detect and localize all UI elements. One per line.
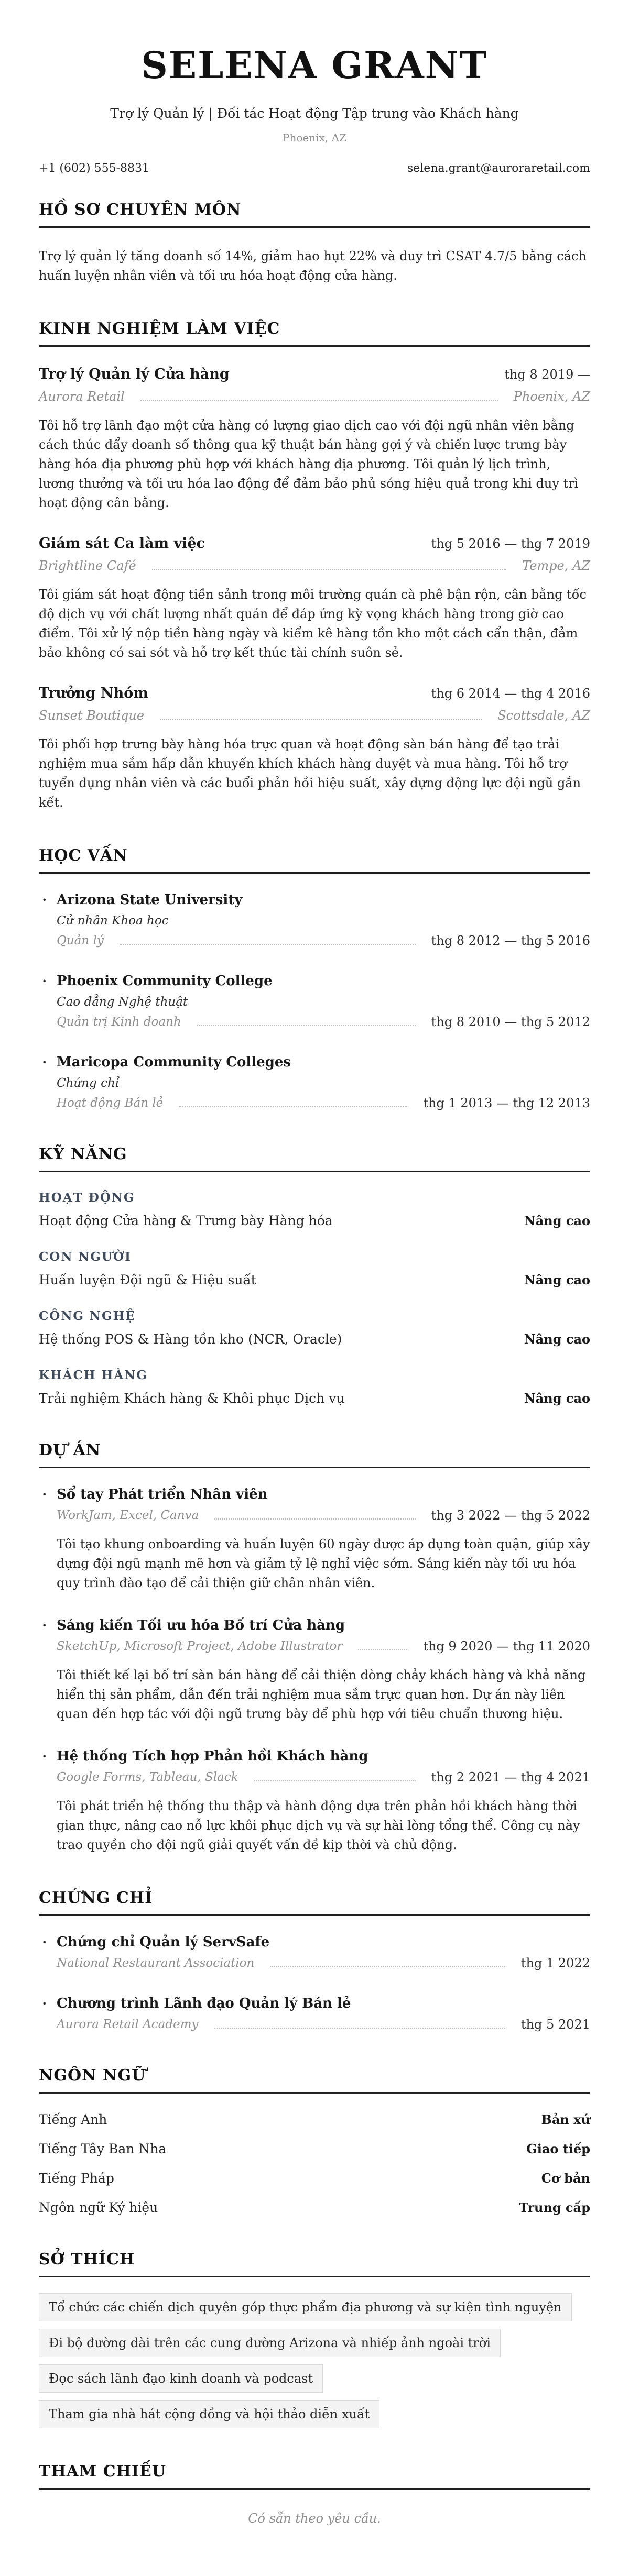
- language-name: Ngôn ngữ Ký hiệu: [39, 2200, 158, 2215]
- job-location: Tempe, AZ: [522, 558, 590, 573]
- education-item: [39, 973, 590, 1030]
- experience-entry: [39, 535, 590, 663]
- project-tech: WorkJam, Excel, Canva: [57, 1509, 199, 1522]
- project-description: Tôi thiết kế lại bố trí sàn bán hàng để cải thiện dòng chảy khách hàng và khả năng hiển thị sản phẩm, dẫn đến trải nghiệm mua sắm trực quan hơn. Dự án này liên quan đến hợp tác với đội ngũ trưng bày để phù hợp với tiêu chuẩn thương hiệu.: [57, 1668, 586, 1721]
- skill-level: Nâng cao: [524, 1272, 590, 1287]
- section-education: [39, 846, 590, 1111]
- interest-chip: Đi bộ đường dài trên các cung đường Arizona và nhiếp ảnh ngoài trời: [39, 2329, 501, 2357]
- skill-group: [39, 1190, 590, 1229]
- section-title-references: THAM CHIẾU: [39, 2462, 590, 2490]
- dotted-leader: [214, 2028, 505, 2029]
- field-of-study: Quản lý: [57, 934, 104, 948]
- education-dates: thg 1 2013 — thg 12 2013: [423, 1096, 590, 1110]
- project-item: [39, 1486, 590, 1593]
- job-description: Tôi phối hợp trưng bày hàng hóa trực quan và hoạt động sàn bán hàng để tạo trải nghiệm mua sắm hấp dẫn khuyến khích khách hàng duyệt và mua hàng. Tôi hỗ trợ tuyển dụng nhân viên và các buổi phản hồi hiệu suất, xây dựng động lực đội ngũ gắn kết.: [39, 737, 581, 810]
- bullet-icon: •: [42, 1999, 47, 2009]
- school-name: Arizona State University: [57, 892, 243, 908]
- skill-category: CON NGƯỜI: [39, 1250, 132, 1264]
- job-title: Trưởng Nhóm: [39, 685, 148, 701]
- bullet-icon: •: [42, 1621, 47, 1631]
- section-references: [39, 2462, 590, 2526]
- language-name: Tiếng Anh: [39, 2112, 107, 2127]
- interest-chip: Tham gia nhà hát cộng đồng và hội thảo diễn xuất: [39, 2400, 379, 2428]
- job-location: Scottsdale, AZ: [497, 708, 590, 723]
- bullet-icon: •: [42, 1752, 47, 1762]
- dotted-leader: [358, 1649, 407, 1650]
- section-experience: [39, 319, 590, 812]
- dotted-leader: [140, 400, 498, 401]
- section-profile: [39, 200, 590, 285]
- project-dates: thg 9 2020 — thg 11 2020: [423, 1639, 590, 1654]
- contact-row: [39, 161, 590, 176]
- section-title-interests: SỞ THÍCH: [39, 2250, 590, 2277]
- skill-level: Nâng cao: [524, 1391, 590, 1406]
- certification-issuer: Aurora Retail Academy: [57, 2018, 199, 2031]
- experience-entry: [39, 366, 590, 513]
- certification-date: thg 5 2021: [520, 2017, 590, 2032]
- skill-name: Hoạt động Cửa hàng & Trưng bày Hàng hóa: [39, 1213, 333, 1228]
- dotted-leader: [270, 1966, 505, 1967]
- education-dates: thg 8 2010 — thg 5 2012: [431, 1015, 590, 1029]
- section-title-skills: KỸ NĂNG: [39, 1144, 590, 1172]
- dotted-leader: [179, 1106, 407, 1107]
- project-tech: Google Forms, Tableau, Slack: [57, 1770, 238, 1784]
- project-tech: SketchUp, Microsoft Project, Adobe Illustrator: [57, 1639, 343, 1653]
- language-row: [39, 2170, 590, 2187]
- dotted-leader: [160, 719, 482, 720]
- field-of-study: Hoạt động Bán lẻ: [57, 1096, 164, 1110]
- language-level: Giao tiếp: [526, 2141, 590, 2156]
- section-title-experience: KINH NGHIỆM LÀM VIỆC: [39, 319, 590, 347]
- section-title-languages: NGÔN NGỮ: [39, 2066, 590, 2094]
- candidate-location: Phoenix, AZ: [283, 131, 346, 144]
- education-dates: thg 8 2012 — thg 5 2016: [431, 933, 590, 948]
- certification-item: [39, 1934, 590, 1971]
- language-level: Cơ bản: [541, 2171, 590, 2186]
- project-description: Tôi phát triển hệ thống thu thập và hành động dựa trên phản hồi khách hàng thời gian thực, nâng cao nỗ lực khôi phục dịch vụ và sự hài lòng tổng thể. Công cụ này trao quyền cho đội ngũ giải quyết vấn đề kịp thời và chủ động.: [57, 1799, 580, 1852]
- certification-title: Chứng chỉ Quản lý ServSafe: [57, 1934, 270, 1950]
- skill-level: Nâng cao: [524, 1213, 590, 1228]
- school-name: Phoenix Community College: [57, 973, 273, 989]
- skill-name: Trải nghiệm Khách hàng & Khôi phục Dịch vụ: [39, 1391, 345, 1406]
- dotted-leader: [214, 1518, 415, 1520]
- interest-chip: Đọc sách lãnh đạo kinh doanh và podcast: [39, 2364, 323, 2393]
- job-dates: thg 8 2019 —: [504, 367, 590, 382]
- project-description: Tôi tạo khung onboarding và huấn luyện 60 ngày được áp dụng toàn quận, giúp xây dựng đội ngũ mạnh mẽ hơn và giảm tỷ lệ nghỉ việc sớm. Sáng kiến này tối ưu hóa quy trình đào tạo để cải thiện giữ chân nhân viên.: [57, 1537, 590, 1590]
- bullet-icon: •: [42, 1937, 47, 1947]
- profile-text: Trợ lý quản lý tăng doanh số 14%, giảm hao hụt 22% và duy trì CSAT 4.7/5 bằng cách huấn luyện nhân viên và tối ưu hóa hoạt động cửa hàng.: [39, 249, 587, 283]
- project-title: Sáng kiến Tối ưu hóa Bố trí Cửa hàng: [57, 1617, 345, 1633]
- certification-title: Chương trình Lãnh đạo Quản lý Bán lẻ: [57, 1996, 351, 2011]
- field-of-study: Quản trị Kinh doanh: [57, 1015, 181, 1029]
- project-title: Sổ tay Phát triển Nhân viên: [57, 1487, 268, 1502]
- degree: Cử nhân Khoa học: [57, 914, 169, 928]
- section-title-education: HỌC VẤN: [39, 846, 590, 874]
- section-certifications: [39, 1888, 590, 2032]
- skill-category: HOẠT ĐỘNG: [39, 1191, 135, 1205]
- job-description: Tôi giám sát hoạt động tiền sảnh trong môi trường quán cà phê bận rộn, cân bằng tốc độ dịch vụ với chất lượng nhất quán để đáp ứng kỳ vọng khách hàng trong giờ cao điểm. Tôi xử lý nộp tiền hàng ngày và kiểm kê hàng tồn kho một cách cẩn thận, đảm bảo không có sai sót và hỗ trợ kết thúc tài chính suôn sẻ.: [39, 587, 587, 660]
- job-dates: thg 6 2014 — thg 4 2016: [431, 686, 590, 701]
- skill-group: [39, 1368, 590, 1407]
- job-company: Aurora Retail: [39, 389, 125, 404]
- bullet-icon: •: [42, 976, 47, 986]
- experience-entry: [39, 685, 590, 812]
- resume-header: [39, 45, 590, 176]
- project-dates: thg 2 2021 — thg 4 2021: [431, 1770, 590, 1785]
- degree: Cao đẳng Nghệ thuật: [57, 995, 188, 1009]
- section-interests: [39, 2250, 590, 2428]
- skill-name: Huấn luyện Đội ngũ & Hiệu suất: [39, 1272, 256, 1287]
- dotted-leader: [254, 1780, 416, 1781]
- bullet-icon: •: [42, 1490, 47, 1500]
- dotted-leader: [197, 1025, 416, 1026]
- certification-item: [39, 1995, 590, 2032]
- section-skills: [39, 1144, 590, 1407]
- project-title: Hệ thống Tích hợp Phản hồi Khách hàng: [57, 1748, 368, 1764]
- job-title: Trợ lý Quản lý Cửa hàng: [39, 366, 230, 382]
- candidate-name: SELENA GRANT: [141, 43, 488, 87]
- language-name: Tiếng Tây Ban Nha: [39, 2141, 167, 2156]
- email-address: selena.grant@auroraretail.com: [407, 162, 590, 175]
- language-level: Trung cấp: [519, 2200, 590, 2215]
- project-item: [39, 1617, 590, 1724]
- language-row: [39, 2141, 590, 2157]
- language-level: Bản xứ: [541, 2112, 590, 2127]
- bullet-icon: •: [42, 1058, 47, 1067]
- candidate-headline: Trợ lý Quản lý | Đối tác Hoạt động Tập trung vào Khách hàng: [110, 106, 519, 121]
- school-name: Maricopa Community Colleges: [57, 1054, 291, 1070]
- skill-category: CÔNG NGHỆ: [39, 1309, 136, 1323]
- skill-group: [39, 1308, 590, 1348]
- skill-group: [39, 1249, 590, 1289]
- job-title: Giám sát Ca làm việc: [39, 535, 205, 552]
- phone-number: +1 (602) 555-8831: [39, 162, 149, 175]
- dotted-leader: [120, 944, 416, 945]
- job-company: Sunset Boutique: [39, 708, 145, 723]
- interest-chip: Tổ chức các chiến dịch quyên góp thực phẩm địa phương và sự kiện tình nguyện: [39, 2293, 572, 2321]
- section-languages: [39, 2066, 590, 2216]
- job-company: Brightline Café: [39, 558, 136, 573]
- language-row: [39, 2111, 590, 2128]
- education-item: [39, 891, 590, 949]
- dotted-leader: [152, 569, 506, 570]
- project-item: [39, 1748, 590, 1855]
- degree: Chứng chỉ: [57, 1076, 120, 1090]
- job-dates: thg 5 2016 — thg 7 2019: [431, 536, 590, 551]
- section-projects: [39, 1440, 590, 1855]
- job-description: Tôi hỗ trợ lãnh đạo một cửa hàng có lượng giao dịch cao với đội ngũ nhân viên bằng cách thúc đẩy doanh số thông qua kỹ thuật bán hàng gợi ý và chiến lược trưng bày hàng hóa địa phương phù hợp với khách hàng địa phương. Tôi quản lý lịch trình, lương thưởng và tối ưu hóa lao động để đảm bảo phủ sóng hiệu quả trong khi duy trì hoạt động cân bằng.: [39, 418, 579, 510]
- job-location: Phoenix, AZ: [513, 389, 590, 404]
- section-title-profile: HỒ SƠ CHUYÊN MÔN: [39, 200, 590, 228]
- language-row: [39, 2199, 590, 2216]
- project-dates: thg 3 2022 — thg 5 2022: [431, 1508, 590, 1523]
- certification-date: thg 1 2022: [520, 1956, 590, 1970]
- skill-level: Nâng cao: [524, 1331, 590, 1347]
- references-note: Có sẵn theo yêu cầu.: [248, 2511, 381, 2526]
- certification-issuer: National Restaurant Association: [57, 1956, 255, 1970]
- section-title-projects: DỰ ÁN: [39, 1440, 590, 1468]
- education-item: [39, 1054, 590, 1111]
- section-title-certifications: CHỨNG CHỈ: [39, 1888, 590, 1916]
- skill-name: Hệ thống POS & Hàng tồn kho (NCR, Oracle): [39, 1331, 342, 1347]
- skill-category: KHÁCH HÀNG: [39, 1368, 148, 1382]
- language-name: Tiếng Pháp: [39, 2171, 114, 2186]
- bullet-icon: •: [42, 895, 47, 905]
